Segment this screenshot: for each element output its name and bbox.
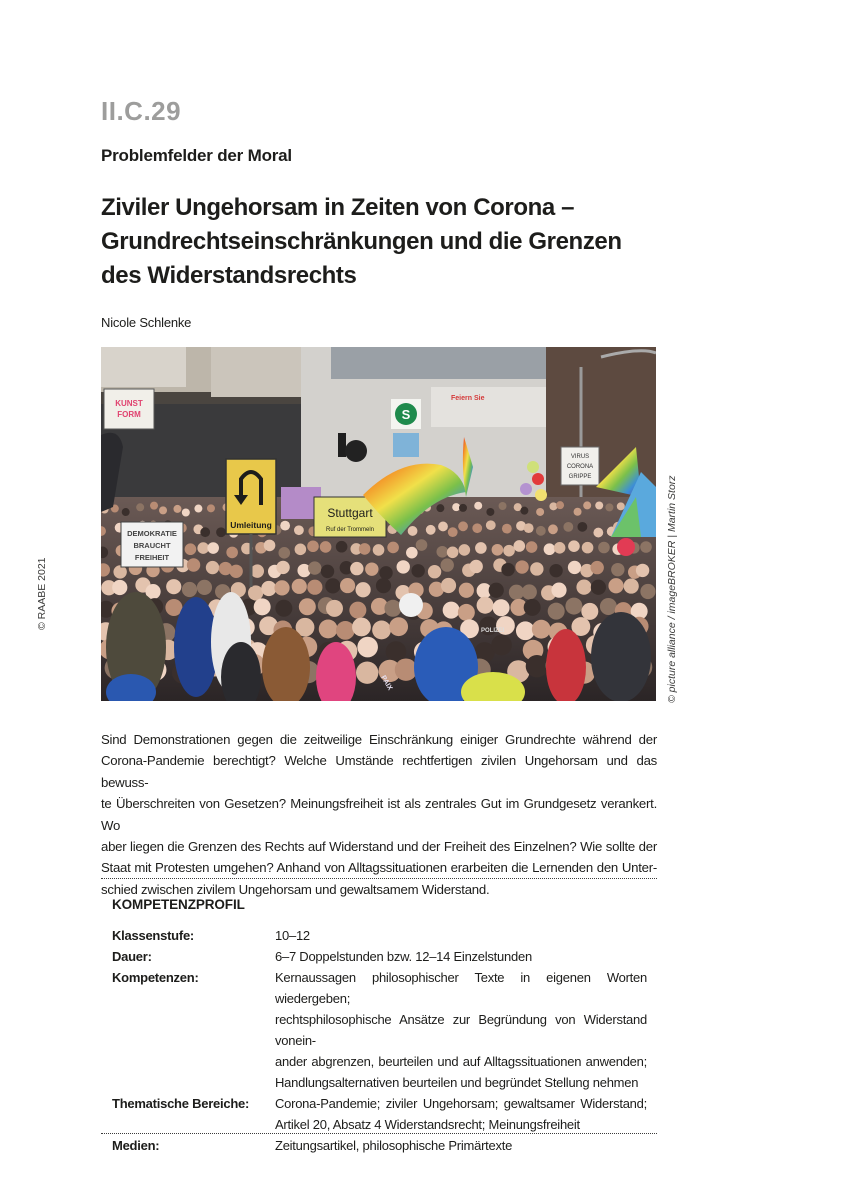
crowd-head xyxy=(549,502,557,510)
crowd-head xyxy=(611,563,624,576)
crowd-head xyxy=(516,621,535,640)
crowd-head xyxy=(598,542,610,554)
police-helmet xyxy=(399,593,423,617)
crowd-head xyxy=(173,505,181,513)
crowd-head xyxy=(408,526,418,536)
crowd-head xyxy=(441,558,454,571)
crowd-head xyxy=(617,502,625,510)
intro-line: Sind Demonstrationen gegen die zeitweilige Einschränkung einiger Grundrechte während der xyxy=(101,732,657,747)
crowd-head xyxy=(443,602,460,619)
profile-row-thematische-bereiche xyxy=(112,1093,657,1135)
photo-illustration xyxy=(101,347,656,701)
crowd-head xyxy=(492,544,504,556)
crowd-head xyxy=(551,582,566,597)
crowd-head xyxy=(459,544,471,556)
glass-front xyxy=(331,347,546,379)
crowd-head xyxy=(187,558,200,571)
crowd-head xyxy=(608,578,623,593)
crowd-head xyxy=(207,542,219,554)
crowd-head xyxy=(501,563,514,576)
sign-text: GRIPPE xyxy=(568,474,592,480)
crowd-head xyxy=(548,524,558,534)
crowd-head xyxy=(386,641,407,662)
crowd-head xyxy=(216,527,226,537)
crowd-head xyxy=(294,525,304,535)
crowd-head xyxy=(389,617,408,636)
crowd-head xyxy=(411,564,424,577)
crowd-head xyxy=(624,578,639,593)
crowd-head xyxy=(536,508,544,516)
crowd-head xyxy=(459,583,474,598)
crowd-head xyxy=(549,564,562,577)
crowd-head xyxy=(503,545,515,557)
crowd-head xyxy=(336,541,348,553)
crowd-head xyxy=(526,541,538,553)
series-title: Problemfelder der Moral xyxy=(101,146,292,165)
crowd-head xyxy=(520,507,528,515)
person xyxy=(591,612,651,701)
value-line: ander abgrenzen, beurteilen und auf Alltagssituationen anwenden; xyxy=(275,1054,647,1069)
sign-text: FORM xyxy=(117,410,141,419)
crowd-head xyxy=(261,581,276,596)
crowd-head xyxy=(636,564,649,577)
crowd-head xyxy=(477,597,494,614)
crowd-head xyxy=(376,578,391,593)
crowd-head xyxy=(200,527,210,537)
crowd-head xyxy=(526,655,548,677)
crowd-head xyxy=(185,543,197,555)
profile-row-kompetenzen xyxy=(112,967,657,1093)
crowd-head xyxy=(349,602,366,619)
crowd-head xyxy=(600,598,617,615)
value-line: rechtsphilosophische Ansätze zur Begründung von Widerstand vonein- xyxy=(275,1012,647,1048)
crowd-head xyxy=(373,544,385,556)
crowd-head xyxy=(387,542,399,554)
sign-text: BRAUCHT xyxy=(133,541,171,550)
crowd-head xyxy=(436,504,444,512)
photo-credit: © picture alliance / imageBROKER | Martin Storz xyxy=(666,475,678,703)
crowd-head xyxy=(590,561,603,574)
crowd-head xyxy=(264,540,276,552)
crowd-head xyxy=(544,543,556,555)
crowd-head xyxy=(197,542,209,554)
upper-windows xyxy=(211,347,301,397)
crowd-head xyxy=(491,635,512,656)
crowd-head xyxy=(438,522,448,532)
kompetenzprofil-heading: KOMPETENZPROFIL xyxy=(112,897,245,912)
crowd-head xyxy=(248,585,263,600)
crowd-head xyxy=(524,599,541,616)
crowd-head xyxy=(574,508,582,516)
row-value xyxy=(275,946,647,967)
copyright-note: © RAABE 2021 xyxy=(36,557,48,630)
crowd-head xyxy=(356,661,378,683)
sign-text: Stuttgart xyxy=(327,506,373,520)
crowd-head xyxy=(428,565,441,578)
crowd-head xyxy=(489,583,504,598)
crowd-head xyxy=(122,508,130,516)
crowd-head xyxy=(320,541,332,553)
crowd-head xyxy=(502,524,512,534)
crowd-head xyxy=(340,578,355,593)
row-label: Thematische Bereiche: xyxy=(112,1096,250,1111)
value-line: Artikel 20, Absatz 4 Widerstandsrecht; Meinungsfreiheit xyxy=(275,1117,580,1132)
building-facade xyxy=(101,347,186,387)
crowd-head xyxy=(406,547,418,559)
row-value xyxy=(275,925,647,946)
intro-line: aber liegen die Grenzen des Rechts auf Widerstand und der Freiheit des Einzelnen? Wie sollte der xyxy=(101,839,657,855)
round-sign xyxy=(345,440,367,462)
crowd-head xyxy=(493,599,510,616)
crowd-head xyxy=(326,600,343,617)
profile-row-dauer xyxy=(112,946,657,967)
crowd-head xyxy=(197,580,212,595)
info-sign xyxy=(393,433,419,457)
row-label: Kompetenzen: xyxy=(112,970,199,985)
crowd-head xyxy=(577,522,587,532)
crowd-head xyxy=(568,561,581,574)
kunst-form-sign xyxy=(104,389,154,429)
profile-row-medien xyxy=(112,1135,657,1156)
row-label: Dauer: xyxy=(112,949,152,964)
crowd-head xyxy=(182,509,190,517)
row-label: Medien: xyxy=(112,1138,160,1153)
crowd-head xyxy=(350,562,363,575)
value-line: 6–7 Doppelstunden bzw. 12–14 Einzelstunden xyxy=(275,949,532,964)
crowd-head xyxy=(522,584,537,599)
value-line: Zeitungsartikel, philosophische Primärtexte xyxy=(275,1138,513,1153)
crowd-head xyxy=(357,637,378,658)
crowd-head xyxy=(194,505,202,513)
crowd-head xyxy=(308,561,321,574)
crowd-head xyxy=(136,503,144,511)
crowd-head xyxy=(582,542,594,554)
sign-text: DEMOKRATIE xyxy=(127,529,177,538)
crowd-head xyxy=(469,560,482,573)
value-line: 10–12 xyxy=(275,928,310,943)
intro-line: te Überschreiten von Gesetzen? Meinungsfreiheit ist als zentrales Gut im Grundgesetz verankert. Wo xyxy=(101,796,657,833)
crowd-head xyxy=(472,523,482,533)
title-line: Ziviler Ungehorsam in Zeiten von Corona – xyxy=(101,194,575,221)
crowd-head xyxy=(515,560,528,573)
crowd-head xyxy=(513,540,525,552)
crowd-head xyxy=(452,503,460,511)
demonstration-photo xyxy=(101,347,656,701)
traffic-light xyxy=(338,433,346,457)
crowd-head xyxy=(524,523,534,533)
crowd-head xyxy=(159,506,167,514)
sign-text: PAIX xyxy=(379,674,394,692)
crowd-head xyxy=(295,544,307,556)
crowd-head xyxy=(640,584,655,599)
crowd-head xyxy=(359,543,371,555)
crowd-head xyxy=(166,579,181,594)
crowd-head xyxy=(447,547,459,559)
crowd-head xyxy=(299,598,316,615)
crowd-head xyxy=(459,504,467,512)
crowd-head xyxy=(321,565,334,578)
kompetenzprofil-table xyxy=(112,925,657,1156)
sign-text: POLIZEI xyxy=(481,628,505,634)
crowd-head xyxy=(206,561,219,574)
crowd-head xyxy=(475,542,487,554)
row-value xyxy=(275,1135,647,1156)
row-value xyxy=(275,967,647,1093)
crowd-head xyxy=(640,541,652,553)
crowd-head xyxy=(416,539,428,551)
intro-paragraph xyxy=(101,729,657,900)
crowd-head xyxy=(536,526,546,536)
crowd-head xyxy=(591,580,606,595)
crowd-head xyxy=(276,561,289,574)
crowd-head xyxy=(356,582,371,597)
crowd-head xyxy=(583,501,591,509)
crowd-head xyxy=(254,598,271,615)
crowd-head xyxy=(565,598,582,615)
value-line: Corona-Pandemie; ziviler Ungehorsam; gewaltsamer Widerstand; xyxy=(275,1096,647,1111)
author: Nicole Schlenke xyxy=(101,315,192,330)
crowd-head xyxy=(325,578,340,593)
crowd-head xyxy=(372,621,391,640)
crowd-head xyxy=(532,620,551,639)
intro-line: schied zwischen zivilem Ungehorsam und gewaltsamem Widerstand. xyxy=(101,881,490,897)
crowd-head xyxy=(556,501,564,509)
crowd-head xyxy=(336,621,355,640)
dotted-divider-top xyxy=(101,878,657,879)
dotted-divider-bottom xyxy=(101,1133,657,1134)
document-title xyxy=(101,191,701,293)
balloon xyxy=(532,473,544,485)
crowd-head xyxy=(379,566,392,579)
crowd-head xyxy=(307,540,319,552)
crowd-head xyxy=(554,542,566,554)
crowd-head xyxy=(530,562,543,575)
crowd-head xyxy=(448,527,458,537)
value-line: Handlungsalternativen beurteilen und begründet Stellung nehmen xyxy=(275,1075,639,1090)
crowd-head xyxy=(595,502,603,510)
balloon xyxy=(535,489,547,501)
crowd-head xyxy=(352,618,371,637)
sign-text: Umleitung xyxy=(230,520,272,530)
crowd-head xyxy=(280,521,290,531)
sign-text: Ruf der Trommeln xyxy=(325,527,375,533)
crowd-head xyxy=(486,508,494,516)
crowd-head xyxy=(278,547,290,559)
heart-balloon xyxy=(617,538,635,556)
crowd-head xyxy=(207,504,215,512)
crowd-head xyxy=(395,658,417,680)
crowd-head xyxy=(581,603,598,620)
crowd-head xyxy=(563,522,573,532)
crowd-head xyxy=(568,540,580,552)
balloon xyxy=(527,461,539,473)
crowd-head xyxy=(319,620,338,639)
sign-text: FREIHEIT xyxy=(134,553,170,562)
crowd-head xyxy=(426,525,436,535)
crowd-head xyxy=(605,503,613,511)
crowd-head xyxy=(576,580,591,595)
crowd-head xyxy=(458,521,468,531)
title-line: Grundrechtseinschränkungen und die Grenzen xyxy=(101,228,622,255)
crowd-head xyxy=(499,502,507,510)
crowd-head xyxy=(307,580,322,595)
value-line: Kernaussagen philosophischer Texte in eigenen Worten wiedergeben; xyxy=(275,970,647,1006)
crowd-head xyxy=(436,546,448,558)
crowd-head xyxy=(365,562,378,575)
chapter-code: II.C.29 xyxy=(101,96,182,126)
crowd-head xyxy=(548,603,565,620)
balloon xyxy=(520,483,532,495)
sign-text: S xyxy=(401,407,411,422)
crowd-head xyxy=(226,547,238,559)
crowd-head xyxy=(150,502,158,510)
intro-line: Staat mit Protesten umgehen? Anhand von Alltagssituationen erarbeiten die Lernenden den Unter- xyxy=(101,860,657,876)
sign-text: Feiern Sie xyxy=(451,395,485,402)
title-line: des Widerstandsrechts xyxy=(101,262,357,289)
crowd-head xyxy=(486,520,496,530)
crowd-head xyxy=(292,579,307,594)
crowd-head xyxy=(458,604,475,621)
crowd-head xyxy=(274,580,289,595)
row-value xyxy=(275,1093,647,1135)
row-label: Klassenstufe: xyxy=(112,928,194,943)
sign-text: KUNST xyxy=(115,399,143,408)
crowd-head xyxy=(474,502,482,510)
crowd-head xyxy=(593,528,603,538)
sign-text: CORONA xyxy=(566,464,594,470)
curved-facade xyxy=(431,387,546,427)
crowd-head xyxy=(275,600,292,617)
crowd-head xyxy=(251,564,264,577)
crowd-head xyxy=(397,560,410,573)
crowd-head xyxy=(384,600,401,617)
crowd-head xyxy=(441,578,456,593)
intro-line: Corona-Pandemie berechtigt? Welche Umstände rechtfertigen zivilen Ungehorsam und das bewuss- xyxy=(101,753,657,790)
crowd-head xyxy=(229,565,242,578)
crowd-head xyxy=(112,580,127,595)
profile-row-klassenstufe xyxy=(112,925,657,946)
crowd-head xyxy=(182,582,197,597)
sign-text: VIRUS xyxy=(570,454,590,460)
